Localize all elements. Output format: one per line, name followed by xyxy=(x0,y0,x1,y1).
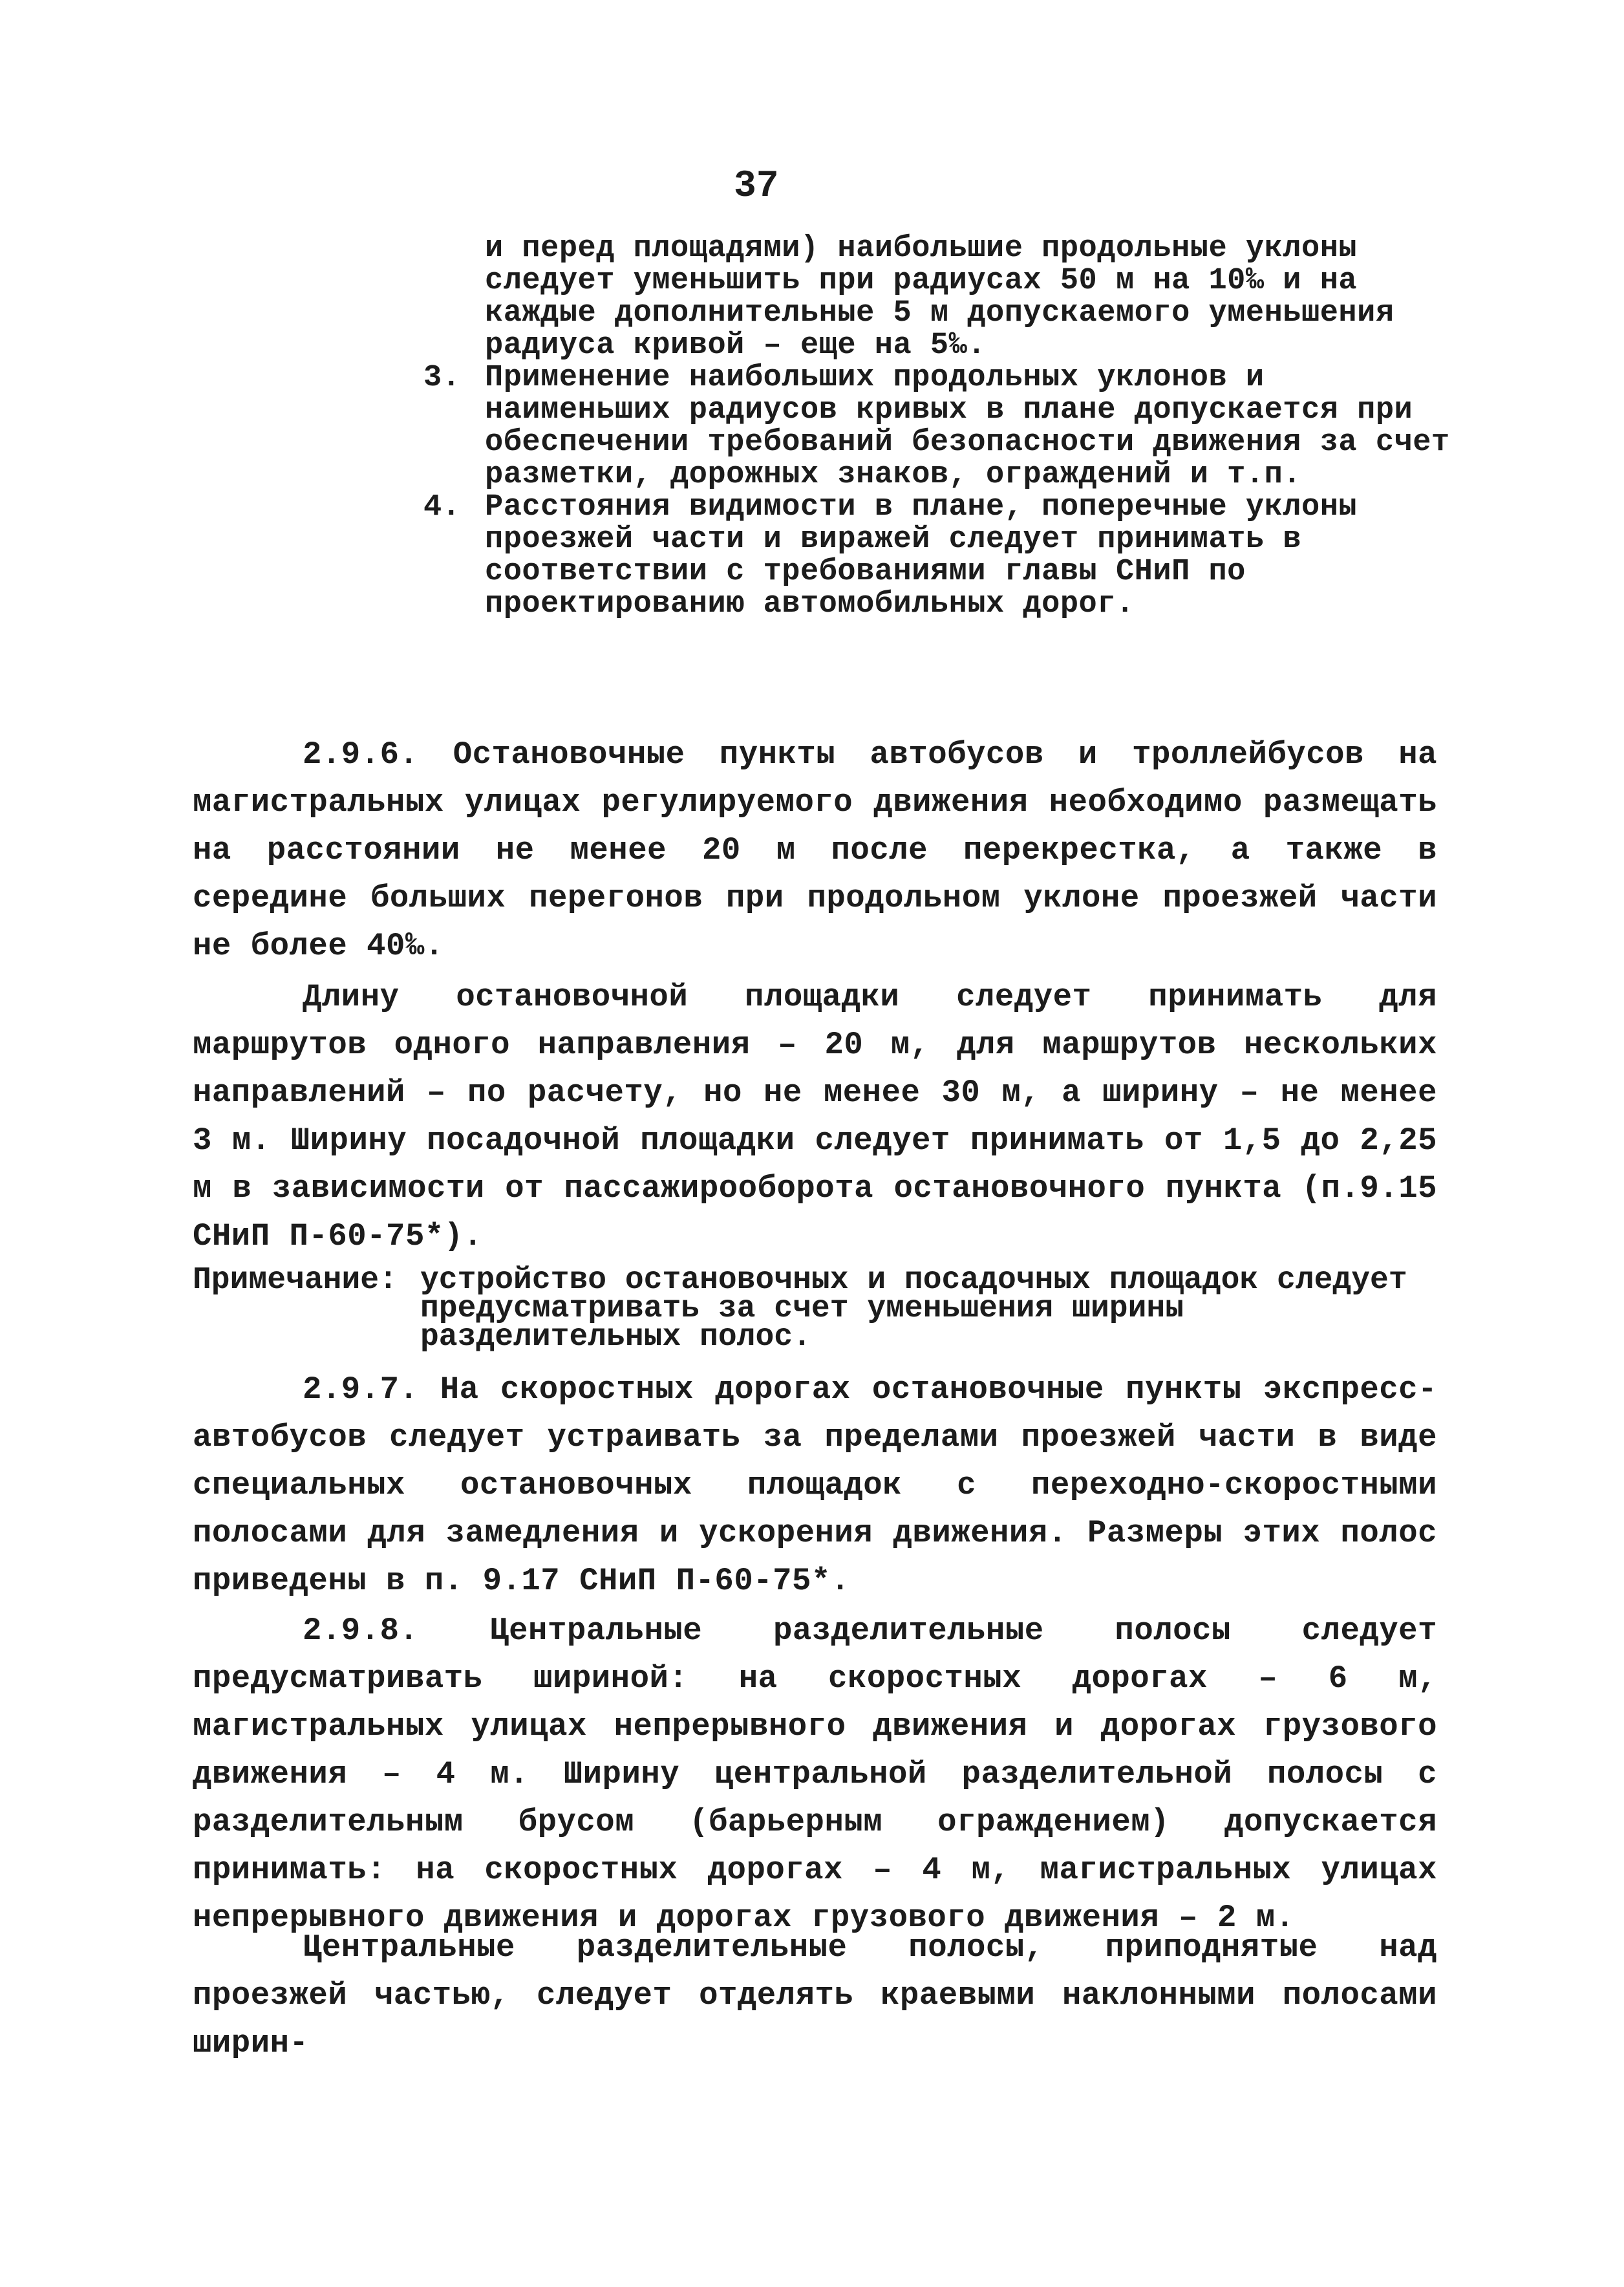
paragraph-stop-length: Длину остановочной площадки следует принимать для маршрутов одного направления – 20 м, для маршрутов нескольких направлений – по расчету, но не менее 30 м, а ширину – не менее 3 м. Ширину посадочной площадки следует принимать от 1,5 до 2,25 м в зависимости от пассажирооборота остановочного пункта (п.9.15 СНиП П-60-75*). xyxy=(193,979,1437,1254)
list-item-4 xyxy=(423,490,1455,621)
list-item-text: Применение наибольших продольных уклонов и наименьших радиусов кривых в плане допускается при обеспечении требований безопасности движения за счет разметки, дорожных знаков, ограждений и т.п. xyxy=(485,361,1450,492)
note xyxy=(193,1263,1437,1355)
list-item-text: Расстояния видимости в плане, поперечные уклоны проезжей части и виражей следует принимать в соответствии с требованиями главы СНиП по проектированию автомобильных дорог. xyxy=(485,490,1358,621)
list-item-number: 4. xyxy=(423,490,461,524)
list-intro: и перед площадями) наибольшие продольные уклоны следует уменьшить при радиусах 50 м на 10‰ и на каждые дополнительные 5 м допускаемого уменьшения радиуса кривой – еще на 5‰. xyxy=(485,231,1394,363)
list-item-number: 3. xyxy=(423,361,461,395)
list-item-3 xyxy=(423,361,1455,492)
paragraph-2-9-8: 2.9.8. Центральные разделительные полосы следует предусматривать шириной: на скоростных дорогах – 6 м, магистральных улицах непрерывного движения и дорогах грузового движения – 4 м. Ширину центральной разделительной полосы с разделительным брусом (барьерным ограждением) допускается принимать: на скоростных дорогах – 4 м, магистральных улицах непрерывного движения и дорогах грузового движения – 2 м. xyxy=(193,1613,1437,1936)
paragraph-2-9-7: 2.9.7. На скоростных дорогах остановочные пункты экспресс-автобусов следует устраивать за пределами проезжей части в виде специальных остановочных площадок с переходно-скоростными полосами для замедления и ускорения движения. Размеры этих полос приведены в п. 9.17 СНиП П-60-75*. xyxy=(193,1371,1437,1599)
list-block xyxy=(423,231,1455,621)
note-label: Примечание: xyxy=(193,1263,398,1298)
paragraph-central-strips: Центральные разделительные полосы, приподнятые над проезжей частью, следует отделять краевыми наклонными полосами ширин- xyxy=(193,1929,1437,2061)
paragraph-2-9-6: 2.9.6. Остановочные пункты автобусов и троллейбусов на магистральных улицах регулируемого движения необходимо размещать на расстоянии не менее 20 м после перекрестка, а также в середине больших перегонов при продольном уклоне проезжей части не более 40‰. xyxy=(193,736,1437,964)
note-text: устройство остановочных и посадочных площадок следует предусматривать за счет уменьшения ширины разделительных полос. xyxy=(420,1263,1407,1355)
page-number: 37 xyxy=(734,166,779,208)
